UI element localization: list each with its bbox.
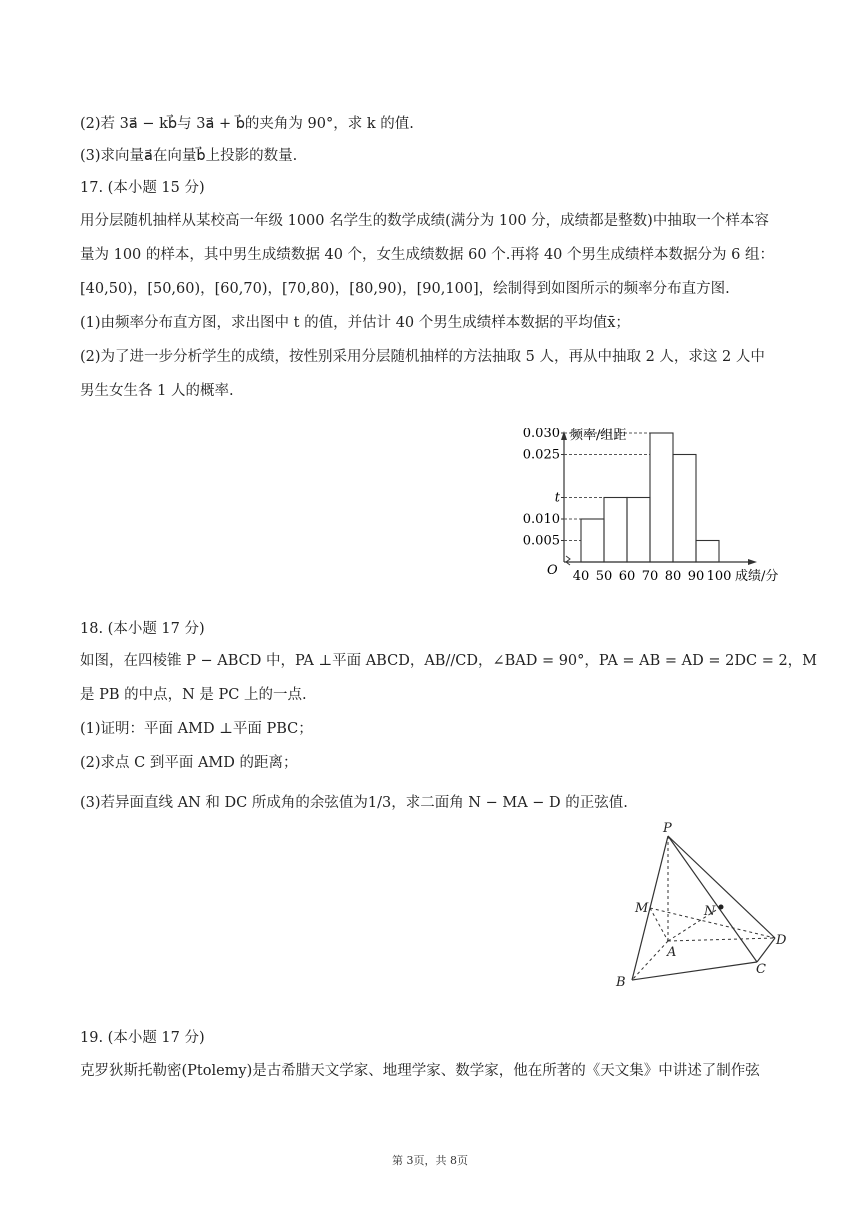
- axis-break: [566, 556, 570, 565]
- q16-part2: (2)若 3a⃗ − kb⃗与 3a⃗ + b⃗的夹角为 90°，求 k 的值.: [80, 116, 414, 132]
- y-tick-label: 0.005: [522, 533, 560, 549]
- histogram-bar: [650, 433, 673, 562]
- q17-part1: (1)由频率分布直方图，求出图中 t 的值，并估计 40 个男生成绩样本数据的平均值x̄；: [80, 315, 630, 331]
- q18-part1: (1)证明：平面 AMD ⊥平面 PBC；: [80, 721, 313, 737]
- q18-part2: (2)求点 C 到平面 AMD 的距离；: [80, 755, 298, 771]
- page-footer: 第 3页，共 8页: [392, 1154, 468, 1167]
- label-B: B: [616, 975, 626, 990]
- label-N: N: [704, 904, 716, 919]
- histogram-bar: [696, 541, 719, 563]
- y-tick-label: 0.025: [522, 447, 560, 463]
- q17-part2: (2)为了进一步分析学生的成绩，按性别采用分层随机抽样的方法抽取 5 人，再从中抽取 2 人，求这 2 人中: [80, 349, 765, 365]
- x-tick-label: 40: [572, 569, 590, 584]
- x-tick-label: 50: [595, 569, 613, 584]
- edge-CD: [757, 938, 775, 962]
- pyramid-figure: [600, 815, 800, 995]
- q19-header: 19. (本小题 17 分): [80, 1030, 205, 1046]
- y-axis-label: 频率/组距: [570, 428, 627, 443]
- q17-part2-cont: 男生女生各 1 人的概率.: [80, 383, 234, 399]
- q18-header: 18. (本小题 17 分): [80, 621, 205, 637]
- x-tick-label: 60: [618, 569, 636, 584]
- y-tick-label: 0.030: [522, 428, 560, 441]
- label-M: M: [635, 901, 649, 916]
- q19-text-1: 克罗狄斯托勒密(Ptolemy)是古希腊天文学家、地理学家、数学家，他在所著的《天文集》中讲述了制作弦: [80, 1063, 760, 1079]
- edge-PD: [668, 836, 775, 938]
- seg-MA: [650, 908, 668, 941]
- label-A: A: [667, 945, 677, 960]
- x-tick-label: 90: [687, 569, 705, 584]
- label-C: C: [756, 962, 766, 977]
- histogram: [512, 428, 802, 588]
- point-N-dot: [719, 905, 724, 910]
- q16-part3: (3)求向量a⃗在向量b⃗上投影的数量.: [80, 148, 298, 164]
- histogram-bar: [627, 498, 650, 563]
- label-D: D: [776, 933, 787, 948]
- x-axis-arrow: [748, 559, 757, 565]
- x-axis-label: 成绩/分: [735, 569, 779, 584]
- x-tick-label: 100: [706, 569, 732, 584]
- histogram-bar: [581, 519, 604, 562]
- origin-label: O: [547, 563, 558, 578]
- q17-text-1: 用分层随机抽样从某校高一年级 1000 名学生的数学成绩(满分为 100 分，成绩都是整数)中抽取一个样本容: [80, 213, 769, 229]
- q17-text-3: [40,50)，[50,60)，[60,70)，[70,80)，[80,90)，[90,100]，绘制得到如图所示的频率分布直方图.: [80, 281, 730, 297]
- y-tick-label: 0.010: [522, 512, 560, 527]
- x-tick-label: 70: [641, 569, 659, 584]
- q17-text-2: 量为 100 的样本，其中男生成绩数据 40 个，女生成绩数据 60 个.再将 40 个男生成绩样本数据分为 6 组：: [80, 247, 774, 263]
- edge-PC: [668, 836, 757, 962]
- y-tick-label: t: [554, 490, 560, 506]
- edge-BC: [632, 962, 757, 980]
- q18-text-1: 如图，在四棱锥 P − ABCD 中，PA ⊥平面 ABCD，AB//CD，∠BAD = 90°，PA = AB = AD = 2DC = 2，M: [80, 653, 818, 669]
- label-P: P: [663, 821, 672, 836]
- y-axis-arrow: [561, 431, 567, 440]
- q18-text-2: 是 PB 的中点，N 是 PC 上的一点.: [80, 687, 307, 703]
- edge-AD: [668, 938, 775, 941]
- q17-header: 17. (本小题 15 分): [80, 180, 205, 196]
- histogram-bar: [673, 455, 696, 563]
- histogram-bar: [604, 498, 627, 563]
- q18-part3: (3)若异面直线 AN 和 DC 所成角的余弦值为1/3，求二面角 N − MA − D 的正弦值.: [80, 795, 628, 811]
- x-tick-label: 80: [664, 569, 682, 584]
